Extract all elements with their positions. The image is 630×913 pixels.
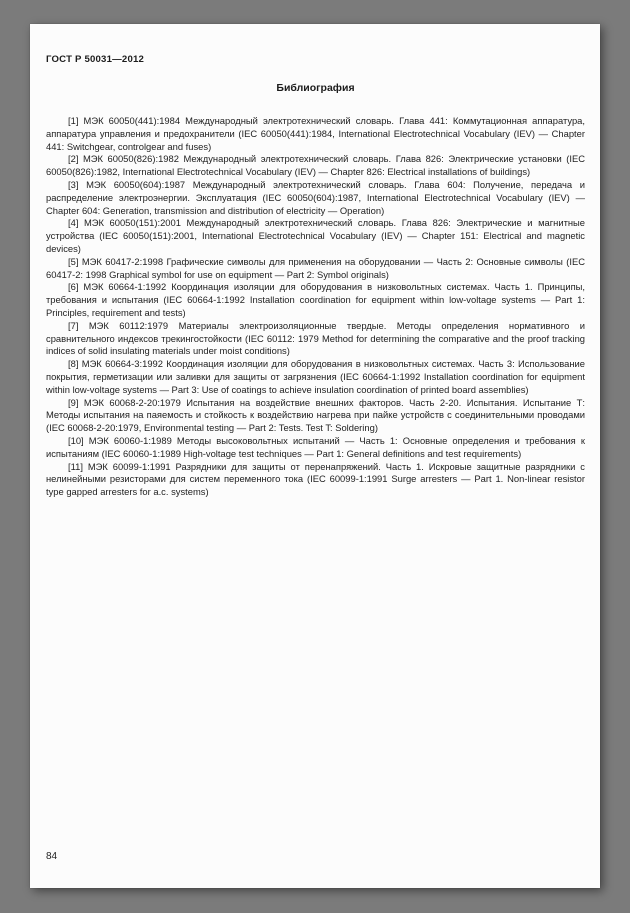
reference-item-7: [7] МЭК 60112:1979 Материалы электроизоляционные твердые. Методы определения нормативного и сравнительного индексов трекингостойкости (IEC 60112: 1979 Method for determining the comparative and the proof tracking indices of solid insulating materials under moist conditions) bbox=[46, 319, 585, 357]
reference-item-2: [2] МЭК 60050(826):1982 Международный электротехнический словарь. Глава 826: Электрические установки (IEC 60050(826):1982, International Electrotechnical Vocabulary (IEV) — Chapter 826: Electrical installations of buildings) bbox=[46, 153, 585, 178]
reference-item-3: [3] МЭК 60050(604):1987 Международный электротехнический словарь. Глава 604: Получение, передача и распределение электроэнергии. Эксплуатация (IEC 60050(604):1987, International Electrotechnical Vocabulary (IEV) — Chapter 604: Generation, transmission and distribution of electricity — Operation) bbox=[46, 178, 585, 216]
reference-item-11: [11] МЭК 60099-1:1991 Разрядники для защиты от перенапряжений. Часть 1. Искровые защитные разрядники с нелинейными резисторами для систем переменного тока (IEC 60099-1:1991 Surge arresters — Part 1. Non-linear resistor type gapped arresters for a.c. systems) bbox=[46, 460, 585, 498]
reference-item-5: [5] МЭК 60417-2:1998 Графические символы для применения на оборудовании — Часть 2: Основные символы (IEC 60417-2: 1998 Graphical symbol for use on equipment — Part 2: Symbol originals) bbox=[46, 255, 585, 280]
bibliography-title: Библиография bbox=[276, 82, 355, 94]
reference-item-8: [8] МЭК 60664-3:1992 Координация изоляции для оборудования в низковольтных системах. Часть 3: Использование покрытия, герметизации или заливки для защиты от загрязнения (IEC 60664-1:1992 Installation coordination for equipment within low-voltage systems — Part 3: Use of coatings to achieve insulation coordination of printed board assemblies) bbox=[46, 358, 585, 395]
reference-item-4: [4] МЭК 60050(151):2001 Международный электротехнический словарь. Глава 826: Электрические и магнитные устройства (IEC 60050(151):2001, International Electrotechnical Vocabulary (IEV) — Chapter 151: Electrical and magnetic devices) bbox=[46, 217, 585, 254]
document-page bbox=[30, 24, 600, 888]
reference-item-6: [6] МЭК 60664-1:1992 Координация изоляции для оборудования в низковольтных системах. Часть 1. Принципы, требования и испытания (IEC 60664-1:1992 Installation coordination for equipment within low-voltage systems — Part 1: Principles, requirement and tests) bbox=[46, 281, 585, 318]
page-number: 84 bbox=[46, 851, 58, 862]
reference-item-1: [1] МЭК 60050(441):1984 Международный электротехнический словарь. Глава 441: Коммутационная аппаратура, аппаратура управления и предохранители (IEC 60050(441):1984, International Electrotechnical Vocabulary (IEV) — Chapter 441: Switchgear, controlgear and fuses) bbox=[46, 115, 585, 152]
references-list bbox=[46, 115, 585, 499]
reference-item-9: [9] МЭК 60068-2-20:1979 Испытания на воздействие внешних факторов. Часть 2-20. Испытания. Испытание Т: Методы испытания на паяемость и стойкость к воздействию нагрева при пайке устройств с соединительными проводами (IEC 60068-2-20:1979, Environmental testing — Part 2: Tests. Test T: Soldering) bbox=[46, 396, 585, 434]
reference-item-10: [10] МЭК 60060-1:1989 Методы высоковольтных испытаний — Часть 1: Основные определения и требования к испытаниям (IEC 60060-1:1989 High-voltage test techniques — Part 1: General definitions and test requirements) bbox=[46, 434, 585, 459]
standard-number-header: ГОСТ Р 50031—2012 bbox=[46, 54, 145, 65]
